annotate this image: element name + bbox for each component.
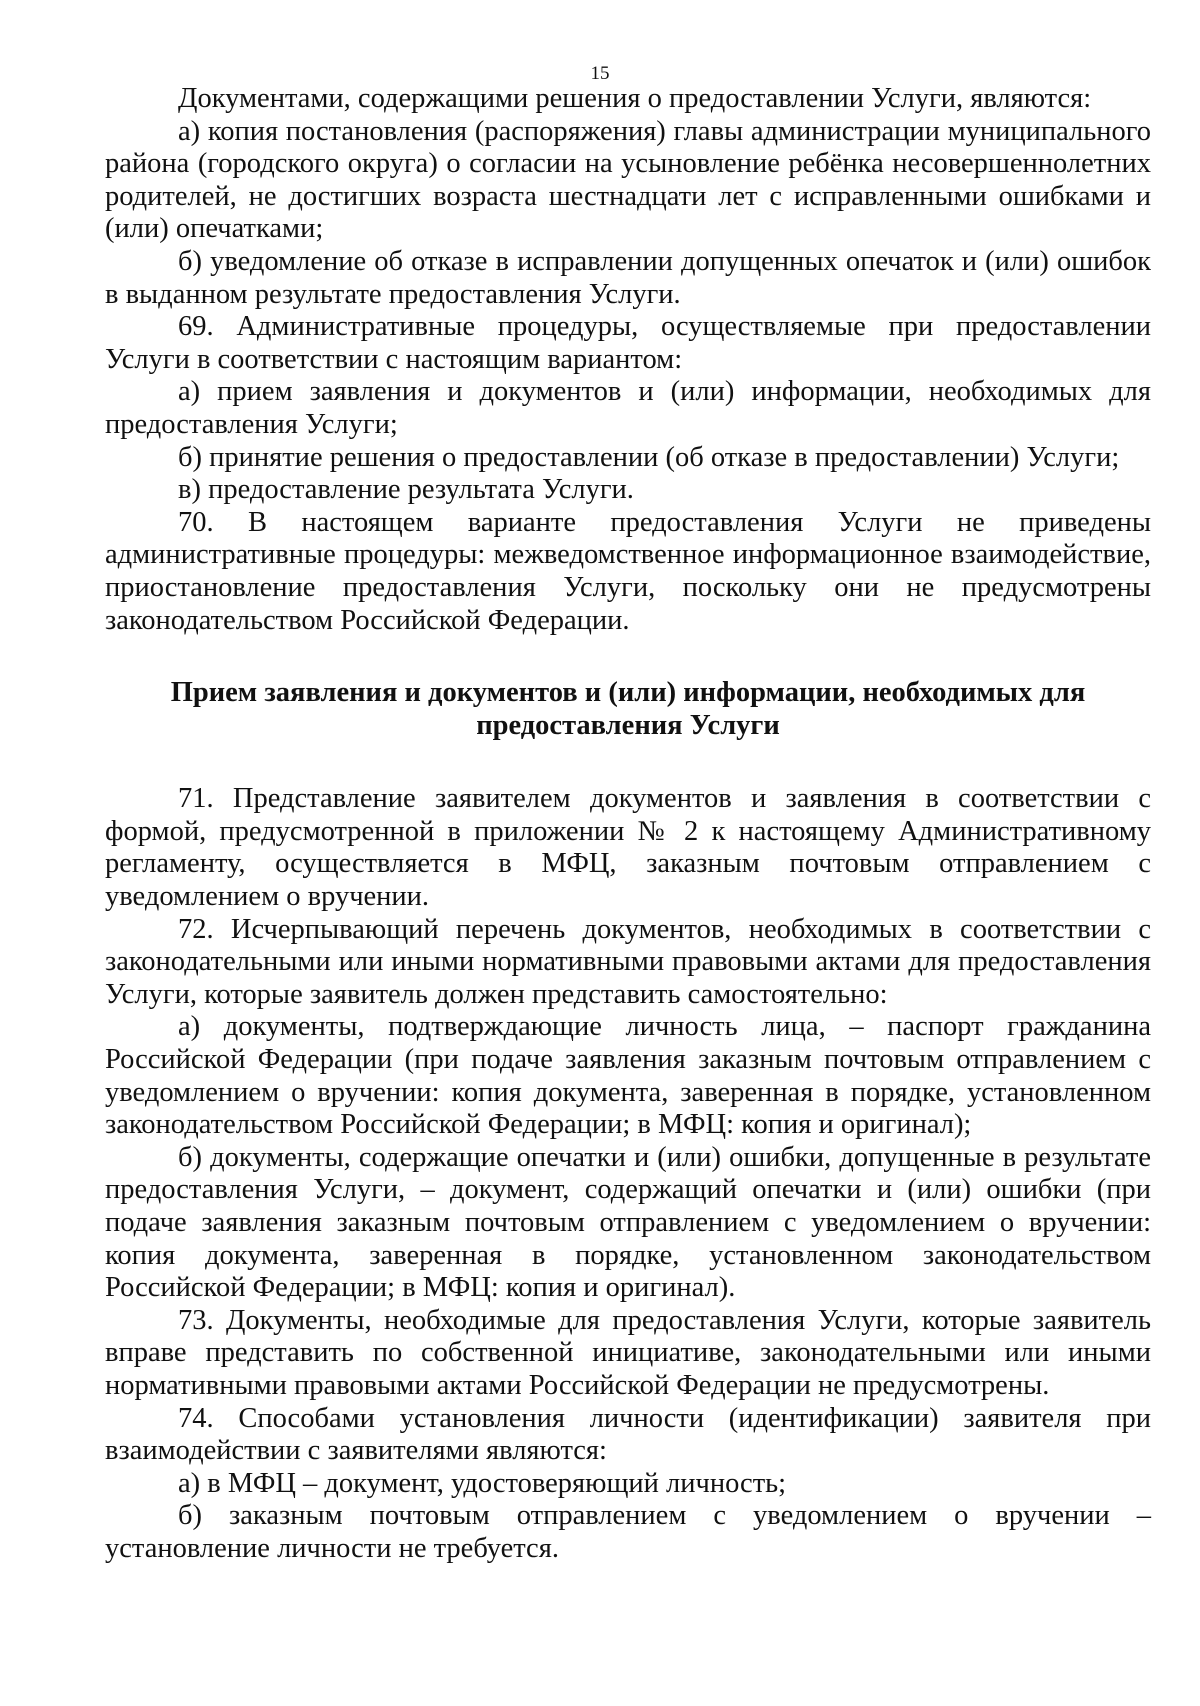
section-heading: Прием заявления и документов и (или) информации, необходимых для предоставления Услуги	[170, 677, 1086, 741]
paragraph-72-b: б) документы, содержащие опечатки и (или) ошибки, допущенные в результате предоставления Услуги, – документ, содержащий опечатки и (или) ошибки (при подаче заявления заказным почтовым отправлением с уведомлением о вручении: копия документа, заверенная в порядке, установленном законодательством Российской Федерации; в МФЦ: копия и оригинал).	[105, 1141, 1151, 1304]
document-body	[105, 83, 1151, 1566]
paragraph-73: 73. Документы, необходимые для предоставления Услуги, которые заявитель вправе представить по собственной инициативе, законодательными или иными нормативными правовыми актами Российской Федерации не предусмотрены.	[105, 1304, 1151, 1401]
paragraph-70: 70. В настоящем варианте предоставления Услуги не приведены административные процедуры: межведомственное информационное взаимодействие, приостановление предоставления Услуги, поскольку они не предусмотрены законодательством Российской Федерации.	[105, 506, 1151, 636]
paragraph-74-b: б) заказным почтовым отправлением с уведомлением о вручении – установление личности не требуется.	[105, 1500, 1151, 1564]
paragraph-69-c: в) предоставление результата Услуги.	[178, 474, 634, 506]
paragraph-74-a: а) в МФЦ – документ, удостоверяющий личность;	[178, 1467, 787, 1499]
paragraph-74: 74. Способами установления личности (идентификации) заявителя при взаимодействии с заявителями являются:	[105, 1402, 1151, 1467]
paragraph-72-a: а) документы, подтверждающие личность лица, – паспорт гражданина Российской Федерации (при подаче заявления заказным почтовым отправлением с уведомлением о вручении: копия документа, заверенная в порядке, установленном законодательством Российской Федерации; в МФЦ: копия и оригинал);	[105, 1011, 1151, 1141]
paragraph-decision-b: б) уведомление об отказе в исправлении допущенных опечаток и (или) ошибок в выданном результате предоставления Услуги.	[105, 245, 1151, 310]
paragraph-69: 69. Административные процедуры, осуществляемые при предоставлении Услуги в соответствии с настоящим вариантом:	[105, 311, 1151, 375]
paragraph-72: 72. Исчерпывающий перечень документов, необходимых в соответствии с законодательными или иными нормативными правовыми актами для предоставления Услуги, которые заявитель должен представить самостоятельно:	[105, 913, 1151, 1010]
paragraph-69-a: а) прием заявления и документов и (или) информации, необходимых для предоставления Услуги;	[105, 376, 1151, 440]
paragraph-69-b: б) принятие решения о предоставлении (об отказе в предоставлении) Услуги;	[178, 441, 1120, 473]
paragraph-decisions-intro: Документами, содержащими решения о предоставлении Услуги, являются:	[178, 83, 1092, 114]
page-number: 15	[590, 63, 610, 84]
paragraph-71: 71. Представление заявителем документов и заявления в соответствии с формой, предусмотренной в приложении № 2 к настоящему Административному регламенту, осуществляется в МФЦ, заказным почтовым отправлением с уведомлением о вручении.	[105, 783, 1151, 913]
paragraph-decision-a: а) копия постановления (распоряжения) главы администрации муниципального района (городского округа) о согласии на усыновление ребёнка несовершеннолетних родителей, не достигших возраста шестнадцати лет с исправленными ошибками и (или) опечатками;	[105, 115, 1151, 245]
